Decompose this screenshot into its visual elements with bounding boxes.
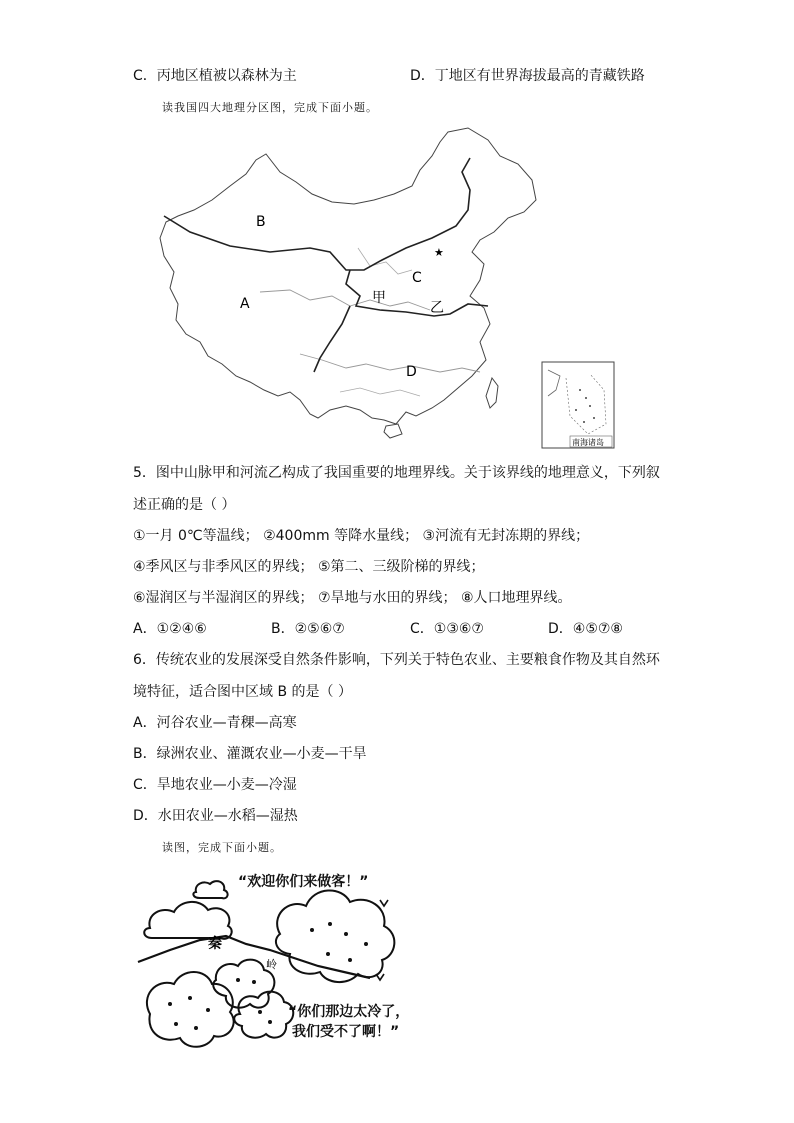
bird-1	[380, 900, 388, 906]
mountain-char-ling: 岭	[266, 958, 277, 971]
q5-option-c[interactable]: C．①③⑥⑦	[410, 621, 484, 637]
china-regions-map	[150, 120, 620, 450]
q5-option-a[interactable]: A．①②④⑥	[133, 621, 207, 637]
q6-stem-1: 6．传统农业的发展深受自然条件影响，下列关于特色农业、主要粮食作物及其自然环	[133, 652, 660, 668]
taiwan-island	[486, 378, 498, 408]
cartoon-instruction: 读图，完成下面小题。	[162, 841, 282, 854]
river-south	[340, 388, 420, 396]
map-label-b: B	[256, 214, 266, 230]
bird-2	[376, 974, 384, 980]
q6-option-d[interactable]: D．水田农业—水稻—湿热	[133, 808, 298, 824]
boundary-north	[164, 158, 470, 270]
tree-south-3	[234, 992, 293, 1038]
q5-option-b[interactable]: B．②⑤⑥⑦	[271, 621, 345, 637]
map-label-jia: 甲	[372, 290, 386, 306]
river-yangtze	[300, 354, 480, 372]
cloud-small	[193, 881, 227, 898]
map-label-a: A	[240, 296, 250, 312]
cartoon-quote-top: “欢迎你们来做客！”	[238, 874, 369, 890]
cartoon-quote-bottom-2: 我们受不了啊！”	[292, 1024, 400, 1040]
q5-items-1: ①一月 0℃等温线； ②400mm 等降水量线； ③河流有无封冻期的界线；	[133, 528, 590, 544]
capital-star-icon: ★	[434, 246, 444, 259]
mountain-char-qin: 秦	[208, 936, 222, 952]
south-china-sea-inset	[542, 362, 614, 448]
q6-option-a[interactable]: A．河谷农业—青稞—高寒	[133, 715, 297, 731]
river-yellow	[260, 290, 430, 310]
hainan-island	[384, 424, 402, 438]
q6-option-c[interactable]: C．旱地农业—小麦—冷湿	[133, 777, 297, 793]
map-instruction: 读我国四大地理分区图，完成下面小题。	[162, 101, 378, 114]
map-label-yi: 乙	[430, 300, 444, 316]
boundary-west	[314, 306, 350, 372]
q6-option-b[interactable]: B．绿洲农业、灌溉农业—小麦—干旱	[133, 746, 367, 762]
q6-stem-2: 境特征，适合图中区域 B 的是（ ）	[133, 684, 352, 700]
q5-items-2: ④季风区与非季风区的界线； ⑤第二、三级阶梯的界线；	[133, 559, 485, 575]
option-c-prev: C．丙地区植被以森林为主	[133, 68, 297, 84]
option-d-prev: D．丁地区有世界海拔最高的青藏铁路	[410, 68, 645, 84]
cloud-left	[144, 902, 231, 939]
river-north	[358, 248, 412, 274]
q5-stem-1: 5．图中山脉甲和河流乙构成了我国重要的地理界线。关于该界线的地理意义，下列叙	[133, 465, 660, 481]
qinling-ridge	[138, 936, 370, 978]
tree-north	[276, 890, 394, 982]
cartoon-quote-bottom-1: “你们那边太冷了，	[288, 1004, 410, 1020]
tree-south-1	[147, 972, 234, 1047]
q5-items-3: ⑥湿润区与半湿润区的界线； ⑦旱地与水田的界线； ⑧人口地理界线。	[133, 590, 572, 606]
q5-stem-2: 述正确的是（ ）	[133, 497, 236, 513]
q5-option-d[interactable]: D．④⑤⑦⑧	[548, 621, 623, 637]
inset-label: 南海诸岛	[572, 438, 604, 447]
map-label-d: D	[406, 364, 417, 380]
map-label-c: C	[412, 270, 422, 286]
